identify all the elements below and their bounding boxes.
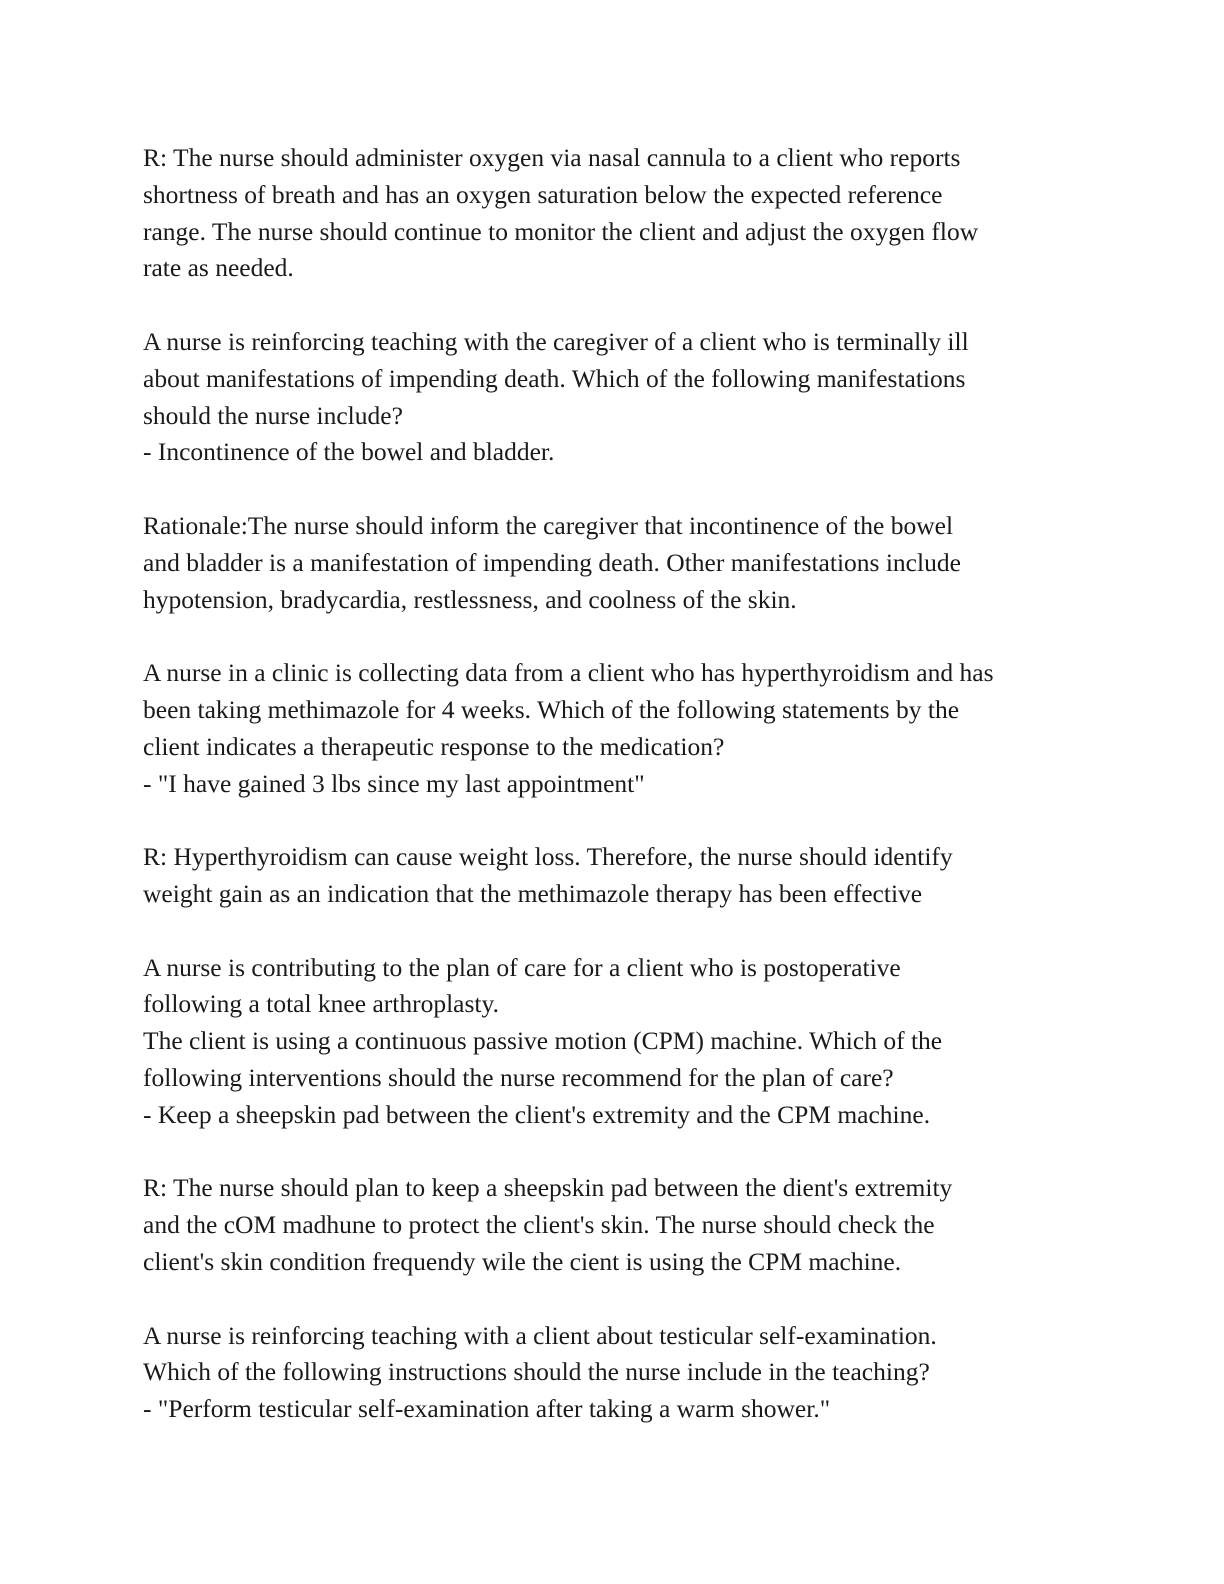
paragraph-spacer (143, 913, 1103, 950)
text-line: A nurse is contributing to the plan of care for a client who is postoperative (143, 952, 901, 982)
text-line: Which of the following instructions should the nurse include in the teaching? (143, 1357, 930, 1387)
paragraph-spacer (143, 618, 1103, 655)
question-methimazole-paragraph (143, 655, 1103, 802)
text-line: The client is using a continuous passive motion (CPM) machine. Which of the (143, 1026, 943, 1056)
paragraph-spacer (143, 471, 1103, 508)
text-line: R: The nurse should plan to keep a sheepskin pad between the dient's extremity (143, 1173, 953, 1203)
text-line: Rationale:The nurse should inform the caregiver that incontinence of the bowel (143, 510, 954, 540)
paragraph-spacer (143, 287, 1103, 324)
question-cpm-paragraph (143, 950, 1103, 1134)
text-line: following interventions should the nurse recommend for the plan of care? (143, 1062, 894, 1092)
rationale-methimazole-paragraph (143, 839, 1103, 913)
text-line: A nurse in a clinic is collecting data from a client who has hyperthyroidism and has (143, 658, 994, 688)
text-line: been taking methimazole for 4 weeks. Which of the following statements by the (143, 694, 960, 724)
text-line: A nurse is reinforcing teaching with the caregiver of a client who is terminally ill (143, 326, 969, 356)
text-line: range. The nurse should continue to monitor the client and adjust the oxygen flow (143, 216, 979, 246)
rationale-impending-death-paragraph (143, 508, 1103, 618)
rationale-oxygen-paragraph (143, 140, 1103, 287)
answer-line: - Keep a sheepskin pad between the client's extremity and the CPM machine. (143, 1099, 931, 1129)
answer-line: - Incontinence of the bowel and bladder. (143, 437, 555, 467)
question-testicular-exam-paragraph (143, 1318, 1103, 1428)
paragraph-spacer (143, 802, 1103, 839)
question-impending-death-paragraph (143, 324, 1103, 471)
text-line: and bladder is a manifestation of impending death. Other manifestations include (143, 547, 961, 577)
answer-line: - "I have gained 3 lbs since my last appointment" (143, 768, 645, 798)
text-line: weight gain as an indication that the methimazole therapy has been effective (143, 878, 923, 908)
text-line: rate as needed. (143, 253, 294, 283)
text-line: client indicates a therapeutic response to the medication? (143, 731, 725, 761)
text-line: about manifestations of impending death. Which of the following manifestations (143, 363, 966, 393)
document-body (143, 140, 1103, 1428)
paragraph-spacer (143, 1134, 1103, 1171)
text-line: A nurse is reinforcing teaching with a client about testicular self-examination. (143, 1320, 937, 1350)
text-line: shortness of breath and has an oxygen saturation below the expected reference (143, 179, 943, 209)
text-line: following a total knee arthroplasty. (143, 989, 499, 1019)
rationale-cpm-paragraph (143, 1170, 1103, 1280)
text-line: R: The nurse should administer oxygen via nasal cannula to a client who reports (143, 143, 961, 172)
text-line: should the nurse include? (143, 400, 403, 430)
text-line: client's skin condition frequendy wile the cient is using the CPM machine. (143, 1246, 902, 1276)
paragraph-spacer (143, 1281, 1103, 1318)
text-line: and the cOM madhune to protect the client's skin. The nurse should check the (143, 1210, 935, 1240)
answer-line: - "Perform testicular self-examination after taking a warm shower." (143, 1394, 831, 1424)
text-line: R: Hyperthyroidism can cause weight loss. Therefore, the nurse should identify (143, 842, 953, 872)
text-line: hypotension, bradycardia, restlessness, and coolness of the skin. (143, 584, 797, 614)
